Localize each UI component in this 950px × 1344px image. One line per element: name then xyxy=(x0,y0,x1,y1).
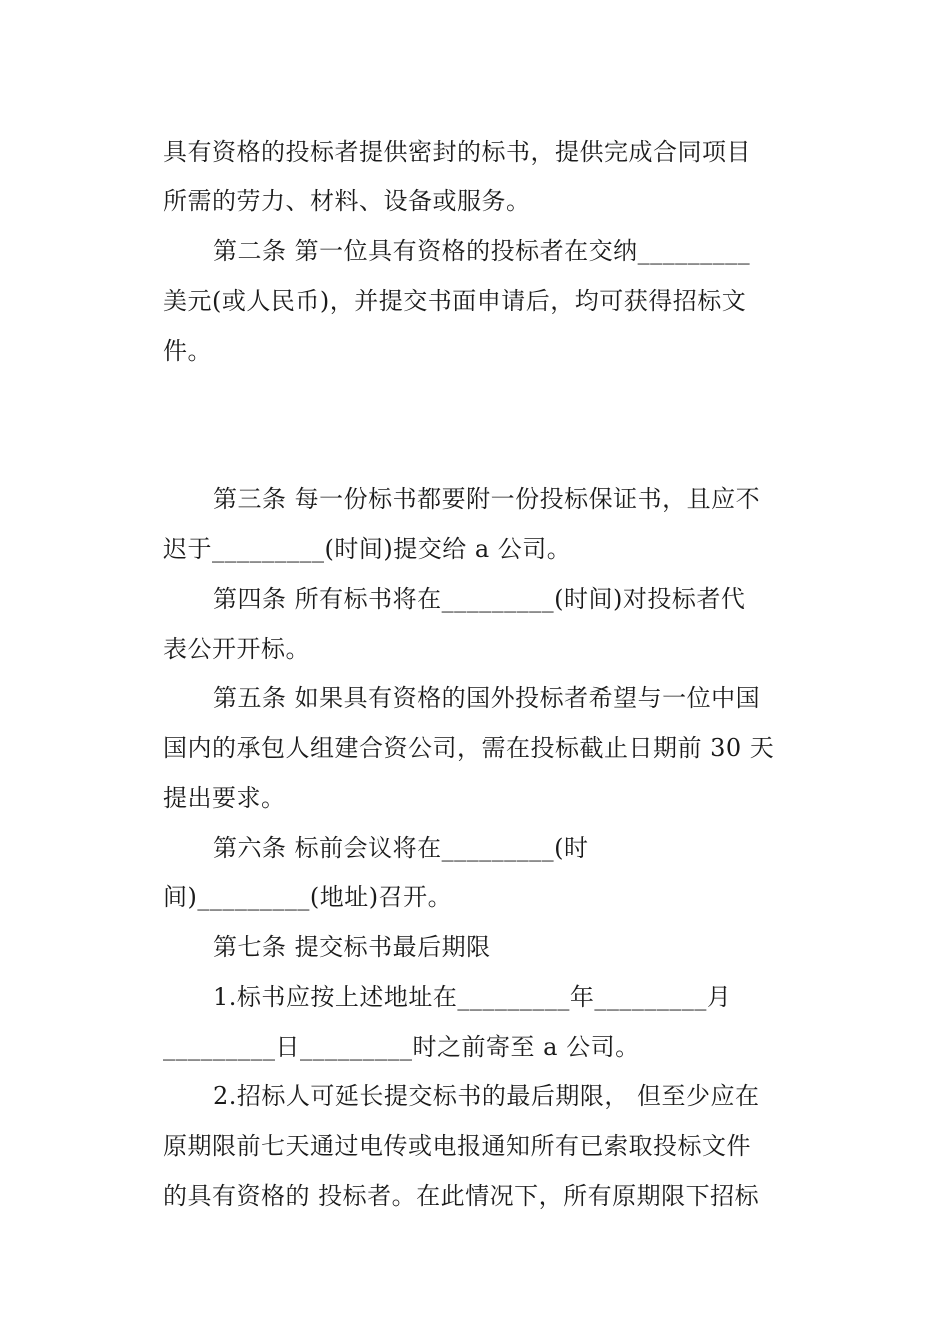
article-4-line: 第四条 所有标书将在_________(时间)对投标者代 xyxy=(213,585,746,613)
paragraph-line: 所需的劳力、材料、设备或服务。 xyxy=(163,187,531,215)
article-6-line: 第六条 标前会议将在_________(时 xyxy=(213,834,589,862)
paragraph-line: _________日_________时之前寄至 a 公司。 xyxy=(163,1033,640,1061)
paragraph-line: 迟于_________(时间)提交给 a 公司。 xyxy=(163,535,572,563)
article-3-line: 第三条 每一份标书都要附一份投标保证书，且应不 xyxy=(213,485,761,513)
article-5-line: 第五条 如果具有资格的国外投标者希望与一位中国 xyxy=(213,684,761,712)
paragraph-line: 美元(或人民币)，并提交书面申请后，均可获得招标文 xyxy=(163,287,747,315)
paragraph-line: 的具有资格的 投标者。在此情况下，所有原期限下招标 xyxy=(163,1182,760,1210)
clause-2-line: 2.招标人可延长提交标书的最后期限， 但至少应在 xyxy=(213,1082,760,1110)
clause-1-line: 1.标书应按上述地址在_________年_________月 xyxy=(213,983,732,1011)
paragraph-line: 间)_________(地址)召开。 xyxy=(163,883,453,911)
paragraph-line: 国内的承包人组建合资公司，需在投标截止日期前 30 天 xyxy=(163,734,775,762)
paragraph-line: 表公开开标。 xyxy=(163,635,310,663)
paragraph-line: 件。 xyxy=(163,337,212,365)
paragraph-line: 原期限前七天通过电传或电报通知所有已索取投标文件 xyxy=(163,1132,751,1160)
article-7-heading: 第七条 提交标书最后期限 xyxy=(213,933,491,961)
paragraph-line: 具有资格的投标者提供密封的标书，提供完成合同项目 xyxy=(163,138,751,166)
paragraph-line: 提出要求。 xyxy=(163,784,286,812)
article-2-line: 第二条 第一位具有资格的投标者在交纳_________ xyxy=(213,237,751,265)
